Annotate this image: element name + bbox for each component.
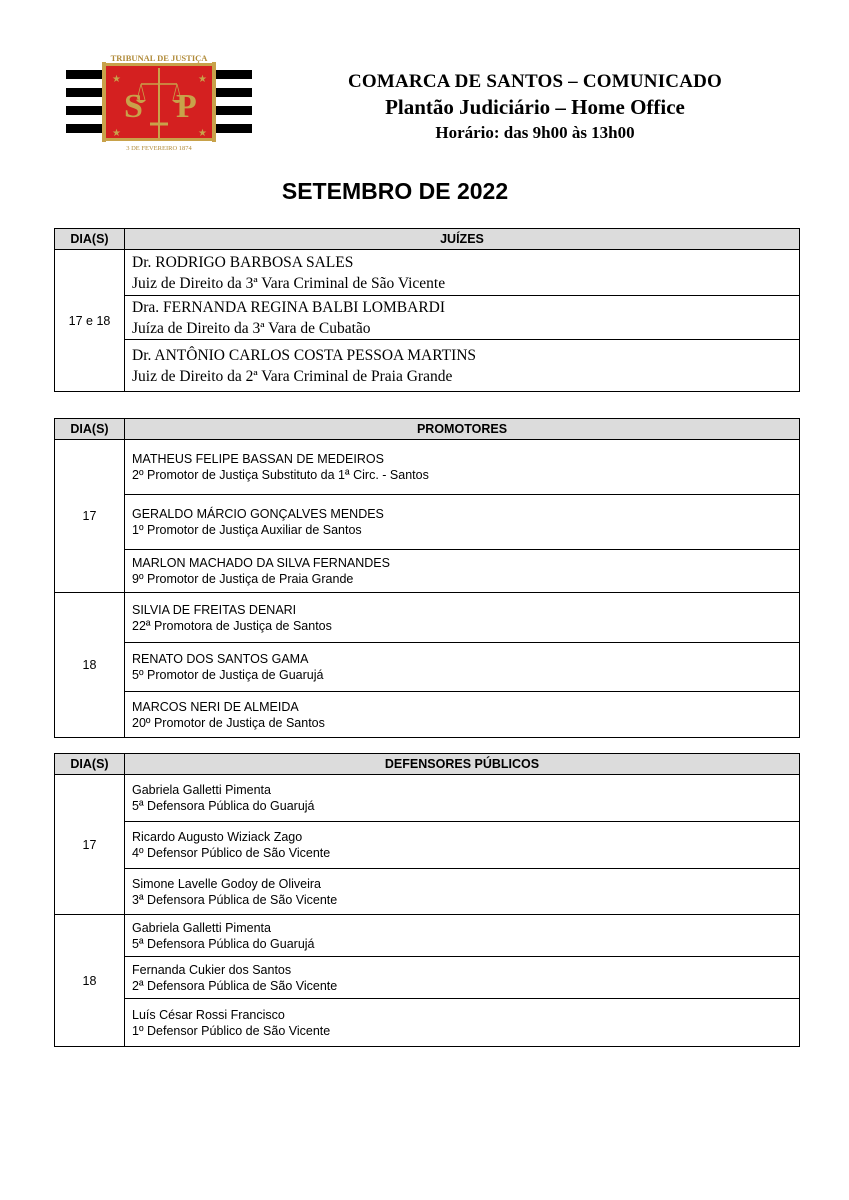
defender-entry [125, 869, 800, 915]
prosecutor-name: MARCOS NERI DE ALMEIDA [132, 699, 299, 714]
prosecutors-col-title: PROMOTORES [125, 419, 800, 440]
prosecutors-table [54, 418, 800, 738]
judges-table [54, 228, 800, 392]
header-line-comarca: COMARCA DE SANTOS – COMUNICADO [347, 71, 723, 92]
document-header [290, 70, 780, 145]
defender-role: 3ª Defensora Pública de São Vicente [132, 892, 338, 907]
defender-role: 5ª Defensora Pública do Guarujá [132, 799, 315, 813]
defenders-day-cell: 17 [55, 775, 125, 915]
svg-text:★: ★ [198, 128, 207, 139]
defender-name: Fernanda Cukier dos Santos [132, 962, 292, 977]
prosecutor-role: 9º Promotor de Justiça de Praia Grande [132, 572, 354, 586]
prosecutors-col-day: DIA(S) [55, 419, 125, 440]
svg-text:★: ★ [112, 74, 121, 85]
prosecutor-role: 5º Promotor de Justiça de Guarujá [132, 668, 324, 682]
judges-col-day: DIA(S) [55, 229, 125, 250]
defender-entry [125, 957, 800, 999]
prosecutors-day-cell: 18 [55, 593, 125, 738]
prosecutor-role: 22ª Promotora de Justiça de Santos [132, 618, 332, 633]
prosecutor-name: SILVIA DE FREITAS DENARI [132, 602, 297, 617]
tjsp-emblem-icon [66, 52, 252, 152]
svg-text:TRIBUNAL DE JUSTIÇA: TRIBUNAL DE JUSTIÇA [110, 53, 208, 63]
defender-name: Gabriela Galletti Pimenta [132, 783, 271, 797]
prosecutor-name: RENATO DOS SANTOS GAMA [132, 652, 309, 666]
prosecutor-entry [125, 643, 800, 692]
defender-role: 1º Defensor Público de São Vicente [132, 1023, 331, 1038]
prosecutor-role: 1º Promotor de Justiça Auxiliar de Santos [132, 523, 362, 537]
svg-text:S: S [124, 88, 143, 125]
defender-name: Gabriela Galletti Pimenta [132, 920, 271, 935]
prosecutor-entry [125, 495, 800, 550]
prosecutor-entry [125, 440, 800, 495]
judge-name: Dra. FERNANDA REGINA BALBI LOMBARDI [132, 298, 446, 316]
defenders-table [54, 753, 800, 1047]
defenders-col-title: DEFENSORES PÚBLICOS [125, 754, 800, 775]
judge-name: Dr. ANTÔNIO CARLOS COSTA PESSOA MARTINS [132, 346, 477, 364]
judge-name: Dr. RODRIGO BARBOSA SALES [132, 253, 354, 271]
prosecutors-day-cell: 17 [55, 440, 125, 593]
header-line-plantao: Plantão Judiciário – Home Office [385, 95, 685, 119]
judge-role: Juíza de Direito da 3ª Vara de Cubatão [132, 319, 371, 337]
defender-name: Luís César Rossi Francisco [132, 1007, 285, 1022]
defender-name: Ricardo Augusto Wiziack Zago [132, 830, 303, 844]
defenders-day-cell: 18 [55, 915, 125, 1047]
defenders-col-day: DIA(S) [55, 754, 125, 775]
defender-entry [125, 915, 800, 957]
defender-role: 2ª Defensora Pública de São Vicente [132, 978, 338, 993]
judges-col-title: JUÍZES [125, 229, 800, 250]
svg-text:P: P [176, 88, 197, 125]
defender-name: Simone Lavelle Godoy de Oliveira [132, 876, 321, 891]
svg-text:★: ★ [198, 74, 207, 85]
judge-entry [125, 296, 800, 340]
defender-entry [125, 775, 800, 822]
header-line-horario: Horário: das 9h00 às 13h00 [435, 123, 635, 142]
tjsp-logo [66, 52, 252, 152]
judge-role: Juiz de Direito da 3ª Vara Criminal de São Vicente [132, 274, 446, 292]
defender-role: 5ª Defensora Pública do Guarujá [132, 936, 315, 951]
svg-text:3 DE FEVEREIRO 1874: 3 DE FEVEREIRO 1874 [126, 145, 192, 152]
prosecutor-name: MARLON MACHADO DA SILVA FERNANDES [132, 556, 390, 570]
judge-role: Juiz de Direito da 2ª Vara Criminal de Praia Grande [132, 367, 453, 385]
judge-entry [125, 250, 800, 296]
prosecutor-role: 2º Promotor de Justiça Substituto da 1ª Circ. - Santos [132, 468, 429, 482]
prosecutor-name: GERALDO MÁRCIO GONÇALVES MENDES [132, 507, 384, 521]
defender-entry [125, 999, 800, 1047]
prosecutor-entry [125, 593, 800, 643]
judges-day-cell: 17 e 18 [55, 250, 125, 392]
defender-entry [125, 822, 800, 869]
prosecutor-entry [125, 550, 800, 593]
prosecutor-name: MATHEUS FELIPE BASSAN DE MEDEIROS [132, 452, 384, 466]
prosecutor-entry [125, 692, 800, 738]
svg-text:★: ★ [112, 128, 121, 139]
judge-entry [125, 340, 800, 392]
month-title: SETEMBRO DE 2022 [281, 178, 509, 204]
prosecutor-role: 20º Promotor de Justiça de Santos [132, 715, 325, 730]
defender-role: 4º Defensor Público de São Vicente [132, 846, 331, 860]
